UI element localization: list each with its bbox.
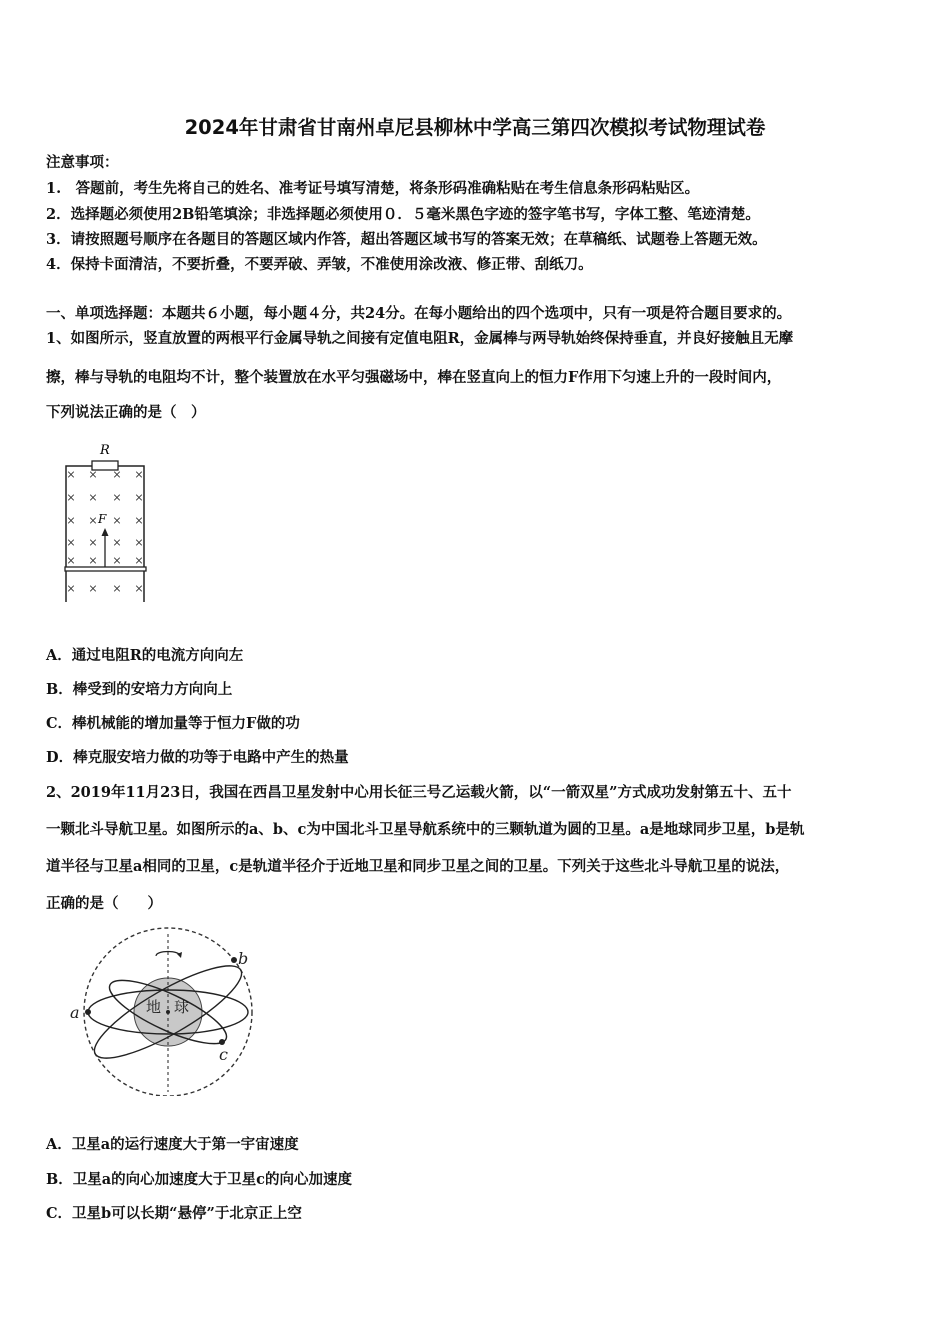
q2-option-a: A．卫星a的运行速度大于第一宇宙速度: [46, 1136, 299, 1153]
satellite-a: [85, 1009, 91, 1015]
notice-item: 4．保持卡面清洁，不要折叠，不要弄破、弄皱，不准使用涂改液、修正带、刮纸刀。: [46, 256, 593, 273]
svg-text:×: ×: [112, 582, 122, 595]
svg-text:×: ×: [66, 514, 76, 527]
svg-text:×: ×: [88, 554, 98, 567]
force-arrow-head: [102, 528, 109, 536]
svg-text:×: ×: [134, 491, 144, 504]
notice-item: 1. 答题前，考生先将自己的姓名、准考证号填写清楚，将条形码准确粘贴在考生信息条形码粘贴区。: [46, 180, 700, 197]
svg-text:×: ×: [112, 536, 122, 549]
svg-text:×: ×: [66, 582, 76, 595]
question-1-text: 1、如图所示，竖直放置的两根平行金属导轨之间接有定值电阻R，金属棒与两导轨始终保持垂直，并良好接触且无摩: [46, 330, 794, 347]
svg-text:×: ×: [88, 468, 98, 481]
svg-text:×: ×: [66, 554, 76, 567]
q1-option-a: A．通过电阻R的电流方向向左: [46, 647, 244, 664]
earth-center: [166, 1010, 170, 1014]
q2-option-b: B．卫星a的向心加速度大于卫星c的向心加速度: [46, 1171, 352, 1188]
satellite-b-label: b: [238, 949, 249, 968]
q2-figure: [64, 926, 264, 1096]
question-2-text: 正确的是（ ）: [46, 895, 162, 912]
force-label: F: [98, 512, 107, 526]
svg-text:×: ×: [88, 536, 98, 549]
metal-bar: [65, 567, 146, 571]
svg-text:×: ×: [88, 514, 98, 527]
notice-heading: 注意事项：: [46, 154, 119, 171]
svg-text:×: ×: [66, 536, 76, 549]
q1-option-c: C．棒机械能的增加量等于恒力F做的功: [46, 715, 300, 732]
section-heading: 一、单项选择题：本题共６小题，每小题４分，共24分。在每小题给出的四个选项中，只有一项是符合题目要求的。: [46, 305, 792, 322]
earth-label: 地: [146, 998, 162, 1016]
page-title: 2024年甘肃省甘南州卓尼县柳林中学高三第四次模拟考试物理试卷: [184, 116, 766, 139]
question-1-text: 下列说法正确的是（ ）: [46, 404, 206, 421]
svg-text:×: ×: [134, 468, 144, 481]
svg-text:×: ×: [112, 514, 122, 527]
svg-text:×: ×: [134, 554, 144, 567]
svg-text:×: ×: [112, 491, 122, 504]
satellite-c-label: c: [219, 1045, 228, 1064]
q1-figure: [56, 436, 156, 606]
svg-text:×: ×: [112, 468, 122, 481]
resistor-label: R: [100, 443, 110, 458]
svg-text:×: ×: [66, 468, 76, 481]
svg-text:×: ×: [112, 554, 122, 567]
svg-text:×: ×: [88, 582, 98, 595]
question-2-text: 2、2019年11月23日，我国在西昌卫星发射中心用长征三号乙运载火箭，以“一箭双星”方式成功发射第五十、五十: [46, 784, 792, 801]
svg-text:×: ×: [134, 582, 144, 595]
question-2-text: 一颗北斗导航卫星。如图所示的a、b、c为中国北斗卫星导航系统中的三颗轨道为圆的卫星。a是地球同步卫星，b是轨: [46, 821, 805, 838]
satellite-a-label: a: [70, 1003, 80, 1022]
question-1-text: 擦，棒与导轨的电阻均不计，整个装置放在水平匀强磁场中，棒在竖直向上的恒力F作用下匀速上升的一段时间内，: [46, 369, 782, 386]
svg-text:×: ×: [88, 491, 98, 504]
question-2-text: 道半径与卫星a相同的卫星，c是轨道半径介于近地卫星和同步卫星之间的卫星。下列关于这些北斗导航卫星的说法，: [46, 858, 790, 875]
q2-option-c: C．卫星b可以长期“悬停”于北京正上空: [46, 1205, 302, 1222]
notice-item: 2．选择题必须使用2B铅笔填涂；非选择题必须使用０．５毫米黑色字迹的签字笔书写，字体工整、笔迹清楚。: [46, 206, 760, 223]
q1-option-b: B．棒受到的安培力方向向上: [46, 681, 233, 698]
earth-label: 球: [174, 998, 190, 1016]
svg-text:×: ×: [134, 514, 144, 527]
svg-text:×: ×: [134, 536, 144, 549]
svg-text:×: ×: [66, 491, 76, 504]
notice-item: 3．请按照题号顺序在各题目的答题区域内作答，超出答题区域书写的答案无效；在草稿纸、试题卷上答题无效。: [46, 231, 767, 248]
satellite-b: [231, 957, 237, 963]
q1-option-d: D．棒克服安培力做的功等于电路中产生的热量: [46, 749, 349, 766]
